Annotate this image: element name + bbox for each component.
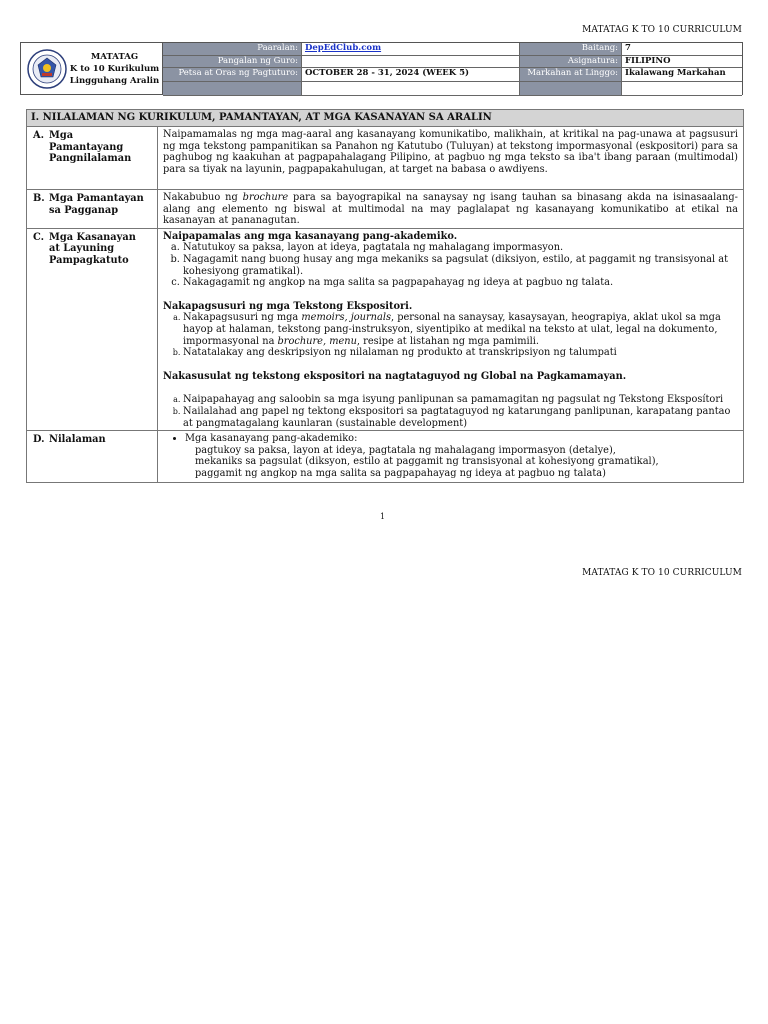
lesson-header-table xyxy=(20,42,743,95)
logo-line: MATATAG xyxy=(90,51,139,62)
list-item: • Mga kasanayang pang-akademiko: xyxy=(185,433,738,445)
quarter-label: Markahan at Linggo: xyxy=(520,68,622,82)
list-item: a. Naipapahayag ang saloobin sa mga isyung panlipunan sa pamamagitan ng pagsulat ng Tekstong Eksposítori xyxy=(183,394,738,406)
text-run: brochure, menu xyxy=(277,335,357,347)
curriculum-header: MATATAG K TO 10 CURRICULUM xyxy=(582,25,742,35)
text-run: memoirs, journals xyxy=(301,312,391,324)
row-label xyxy=(27,431,158,483)
list-item: b. Nagagamit nang buong husay ang mga mekaniks sa pagsulat (diksiyon, estilo, at paggamit ng transisyonal at kohesiyong gramatikal). xyxy=(183,254,738,277)
row-content xyxy=(158,190,744,229)
row-content-standards xyxy=(27,127,744,190)
row-label-text: Mga Kasanayan at Layuning Pampagkatuto xyxy=(49,231,136,266)
row-letter: B. xyxy=(33,193,45,204)
school-link[interactable]: DepEdClub.com xyxy=(305,43,382,53)
text-run: Nakabubuo ng xyxy=(163,192,243,203)
text-run: para sa bayograpikal na sanaysay ng isang tauhan sa binasang akda na isinasaalang-alang ang elemento ng biswal at multimodal na may paglalapat ng kasanayang komunikatibo at etikal na kasanayan at pananagutan. xyxy=(163,192,738,227)
header-filler xyxy=(622,82,742,96)
competency-heading: Naipapamalas ang mga kasanayang pang-akademiko. xyxy=(163,230,458,242)
competency-heading: Nakapagsusuri ng mga Tekstong Ekspositori. xyxy=(163,300,413,312)
logo-line: K to 10 Kurikulum xyxy=(69,63,160,74)
teacher-value xyxy=(302,56,520,68)
text-run: , resipe at listahan ng mga pamimili. xyxy=(356,335,540,347)
row-label-text: Nilalaman xyxy=(49,434,106,446)
row-label xyxy=(27,127,158,190)
list-item: c. Nakagagamit ng angkop na mga salita sa pagpapahayag ng ideya at pagbuo ng talata. xyxy=(183,277,738,289)
subject-value: FILIPINO xyxy=(622,56,742,68)
section-title: I. NILALAMAN NG KURIKULUM, PAMANTAYAN, AT MGA KASANAYAN SA ARALIN xyxy=(27,110,744,127)
text-run: Nakapagsusuri ng mga xyxy=(183,312,302,324)
row-content xyxy=(27,431,744,483)
competency-list xyxy=(163,242,738,288)
row-content xyxy=(158,228,744,430)
list-item: a. Natutukoy sa paksa, layon at ideya, pagtatala ng mahalagang impormasyon. xyxy=(183,242,738,254)
list-item: b. Nailalahad ang papel ng tektong ekspositori sa pagtataguyod ng katarungang panlipunan, karapatang pantao at pangmatagalang kaunlaran (sustainable development) xyxy=(183,406,738,429)
quarter-value: Ikalawang Markahan xyxy=(622,68,742,82)
page-number: 1 xyxy=(380,512,386,521)
row-performance-standards xyxy=(27,190,744,229)
row-learning-competencies xyxy=(27,228,744,430)
text-run: , personal na sanaysay, kasaysayan, heograpiya, aklat ukol sa mga hayop at halaman, tekstong pang-instruksyon, siyentipiko at medikal na teksto at ulat, legal na dokumento, impormasyonal na xyxy=(183,312,721,347)
competency-heading: Nakasusulat ng tekstong ekspositori na nagtataguyod ng Global na Pagkamamayan. xyxy=(163,370,627,382)
grade-value: 7 xyxy=(622,43,742,56)
row-label-text: Mga Pamantayan sa Pagganap xyxy=(49,193,144,216)
row-letter: D. xyxy=(33,434,45,446)
section-header-row xyxy=(27,110,744,127)
header-filler xyxy=(302,82,520,96)
content-line: pagtukoy sa paksa, layon at ideya, pagtatala ng mahalagang impormasyon (detalye), xyxy=(195,444,616,456)
competency-list xyxy=(163,394,738,429)
date-value: OCTOBER 28 - 31, 2024 (WEEK 5) xyxy=(302,68,520,82)
row-label xyxy=(27,190,158,229)
list-item: b. Natatalakay ang deskripsiyon ng nilalaman ng produkto at transkripsiyon ng talumpati xyxy=(183,347,738,359)
curriculum-header-page2: MATATAG K TO 10 CURRICULUM xyxy=(582,568,742,578)
deped-seal-icon xyxy=(27,49,67,89)
row-label xyxy=(27,228,158,430)
school-value xyxy=(302,43,520,56)
row-content xyxy=(158,431,744,483)
row-content: Naipamamalas ng mga mag-aaral ang kasanayang komunikatibo, malikhain, at kritikal na pag-unawa at pagsusuri ng mga tekstong pampanitikan sa Panahon ng Katutubo (Tuluyan) at tekstong impormasyonal (eskpositori) para sa paghubog ng kaakuhan at pagpapahalagang Pilipino, at pagbuo ng mga teksto sa iba't ibang paraan (multimodal) para sa tiyak na layunin, pagpapakahulugan, at target na babasa o awdiyens. xyxy=(158,127,744,190)
header-grid xyxy=(163,43,742,94)
row-letter: A. xyxy=(33,130,45,141)
teacher-label: Pangalan ng Guro: xyxy=(163,56,302,68)
date-label: Petsa at Oras ng Pagtuturo: xyxy=(163,68,302,82)
content-bullet-list xyxy=(163,433,738,445)
competency-list xyxy=(163,312,738,358)
content-line: paggamit ng angkop na mga salita sa pagpapahayag ng ideya at pagbuo ng talata) xyxy=(195,467,606,479)
content-line: mekaniks sa pagsulat (diksyon, estilo at paggamit ng transisyonal at kohesiyong gramatikal), xyxy=(195,456,659,468)
row-letter: C. xyxy=(33,231,45,243)
school-label: Paaralan: xyxy=(163,43,302,56)
subject-label: Asignatura: xyxy=(520,56,622,68)
logo-line: Lingguhang Aralin xyxy=(69,75,160,86)
text-run: brochure xyxy=(242,192,289,203)
grade-label: Baitang: xyxy=(520,43,622,56)
header-filler xyxy=(163,82,302,96)
row-label-text: Mga Pamantayang Pangnilalaman xyxy=(49,130,132,165)
logo-text xyxy=(67,51,162,87)
header-filler xyxy=(520,82,622,96)
list-item xyxy=(183,312,738,347)
curriculum-table xyxy=(26,109,744,483)
logo-cell xyxy=(21,43,163,94)
